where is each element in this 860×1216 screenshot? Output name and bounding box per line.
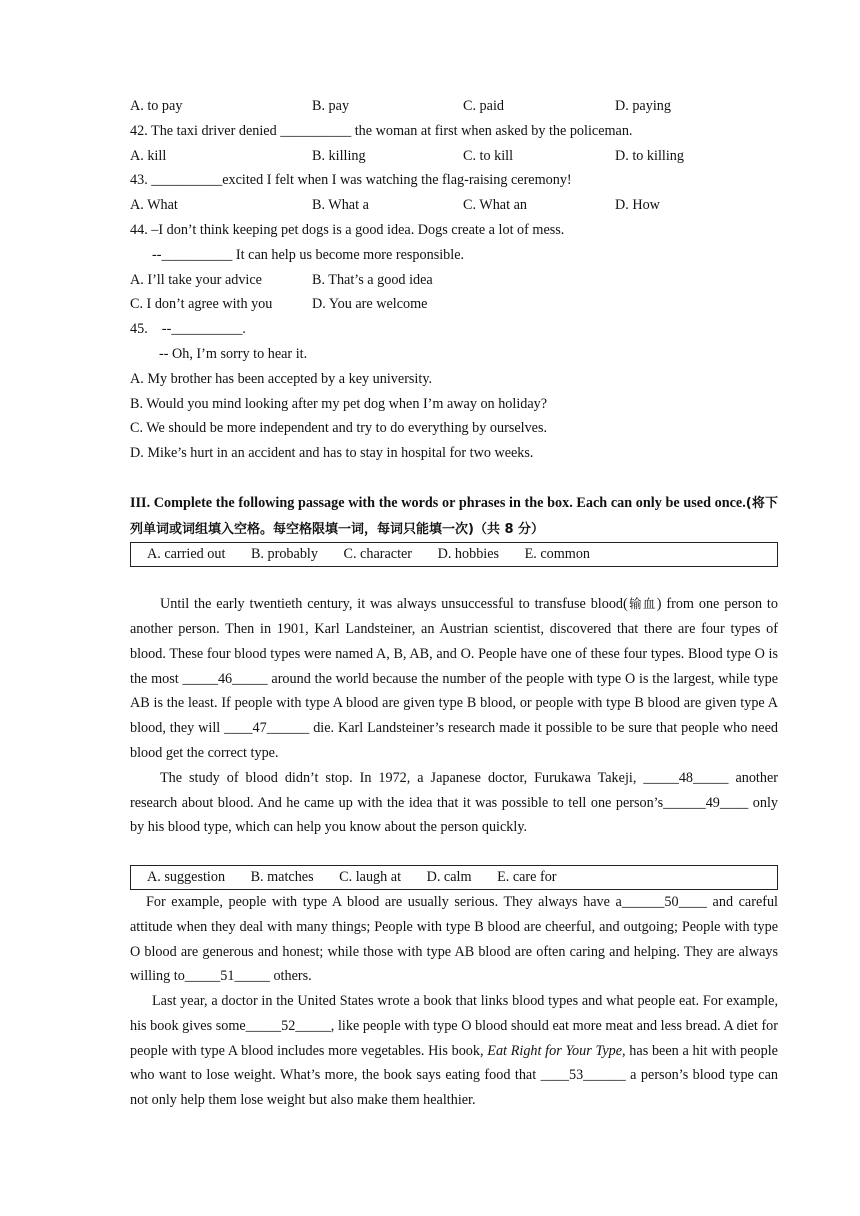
passage-2-paragraph-2: [130, 989, 778, 1113]
q43-option-c: C. What an: [463, 197, 527, 214]
q44-option-b: B. That’s a good idea: [312, 271, 433, 288]
q44-option-c: C. I don’t agree with you: [130, 296, 273, 313]
q44-stem: 44. –I don’t think keeping pet dogs is a good idea. Dogs create a lot of mess.: [130, 221, 565, 238]
word-box-2-item: E. care for: [497, 868, 557, 885]
q41-option-d: D. paying: [615, 98, 671, 114]
word-box-2-item: B. matches: [250, 868, 314, 885]
worksheet-page: [130, 94, 778, 1113]
q42-option-a: A. kill: [130, 147, 167, 164]
q45-option-d: D. Mike’s hurt in an accident and has to stay in hospital for two weeks.: [130, 445, 534, 462]
word-box-1-item: E. common: [524, 546, 591, 563]
q44-reply: --__________ It can help us become more responsible.: [152, 246, 465, 263]
book-title: Eat Right for Your Type: [487, 1042, 623, 1059]
section-3-heading-en: III. Complete the following passage with the words or phrases in the box. Each can only be used once.: [130, 494, 746, 511]
passage-1-paragraph-2: The study of blood didn’t stop. In 1972, a Japanese doctor, Furukawa Takeji, _____48_____ another research about blood. And he came up with the idea that it was possible to tell one person’s______49____ only by his blood type, which can help you know about the person quickly.: [130, 769, 778, 836]
q43-option-d: D. How: [615, 197, 660, 214]
q41-option-a: A. to pay: [130, 98, 183, 114]
q44-options-row1: [130, 268, 778, 293]
q43-option-a: A. What: [130, 197, 178, 214]
q43-options: [130, 193, 778, 218]
word-box-1-item: A. carried out: [147, 546, 226, 563]
passage-2-paragraph-1: For example, people with type A blood are usually serious. They always have a______50____ and careful attitude when they deal with many things; People with type B blood are cheerful, and outgoing; People with type O blood are generous and honest; while those with type AB blood are often caring and helping. They are always willing to_____51_____ others.: [130, 893, 778, 985]
q41-option-b: B. pay: [312, 98, 350, 114]
q45-stem: 45. --__________.: [130, 321, 246, 338]
section-3-heading-cn: (将下列单词或词组填入空格。每空格限填一词，每词只能填一次)（共 8 分）: [130, 495, 778, 537]
word-box-1-item: C. character: [343, 546, 413, 563]
q41-option-c: C. paid: [463, 98, 504, 114]
q45-option-c: C. We should be more independent and try to do everything by ourselves.: [130, 420, 548, 437]
word-box-2: [130, 865, 778, 890]
passage-1-p1-part-a: Until the early twentieth century, it was always unsuccessful to transfuse blood(: [160, 596, 628, 613]
passage-1-p1-part-b: ) from one person to another person. Then in 1901, Karl Landsteiner, an Austrian scientist, discovered that there are four types of blood. These four blood types were named A, B, AB, and O. People have one of these four types. Blood type O is the most _____46_____ around the world because the number of the people with type O is the largest, while type AB is the least. If people with type A blood are given type B blood, or people with type B blood are given type A blood, they will ____47______ die. Karl Landsteiner’s research made it possible to be sure that people who need blood get the correct type.: [130, 596, 778, 761]
q43-option-b: B. What a: [312, 197, 369, 214]
q45-option-a: A. My brother has been accepted by a key university.: [130, 370, 433, 387]
q43-stem: 43. __________excited I felt when I was watching the flag-raising ceremony!: [130, 172, 572, 189]
q44-option-d: D. You are welcome: [312, 296, 428, 313]
word-box-2-item: D. calm: [426, 868, 472, 885]
passage-2-p2-part-b: , has been a hit with people who want to lose weight. What’s more, the book says eating food that ____53______ a person’s blood type can not only help them lose weight but also make them healthier.: [130, 1042, 778, 1109]
word-box-1-item: D. hobbies: [437, 546, 500, 563]
q45-reply: -- Oh, I’m sorry to hear it.: [159, 345, 308, 362]
word-box-1-item: B. probably: [250, 546, 318, 563]
q41-options: [130, 94, 778, 119]
q42-option-d: D. to killing: [615, 147, 684, 164]
q45-option-b: B. Would you mind looking after my pet dog when I’m away on holiday?: [130, 395, 548, 412]
q42-option-c: C. to kill: [463, 147, 514, 164]
word-box-1: [130, 542, 778, 567]
q44-option-a: A. I’ll take your advice: [130, 271, 262, 288]
word-box-2-item: C. laugh at: [339, 868, 402, 885]
q42-stem: 42. The taxi driver denied __________ the woman at first when asked by the policeman.: [130, 122, 633, 139]
q44-options-row2: [130, 292, 778, 317]
q42-option-b: B. killing: [312, 147, 366, 164]
passage-1-p1-chinese: 输血: [627, 596, 657, 612]
word-box-2-item: A. suggestion: [147, 868, 226, 885]
q42-options: [130, 144, 778, 169]
passage-2-p2-part-a: Last year, a doctor in the United States wrote a book that links blood types and what people eat. For example, his book gives some_____52_____, like people with type O blood should eat more meat and less bread. A diet for people with type A blood includes more vegetables. His book,: [130, 993, 778, 1059]
section-3-heading: [130, 491, 778, 543]
passage-1-paragraph-1: [130, 592, 778, 766]
